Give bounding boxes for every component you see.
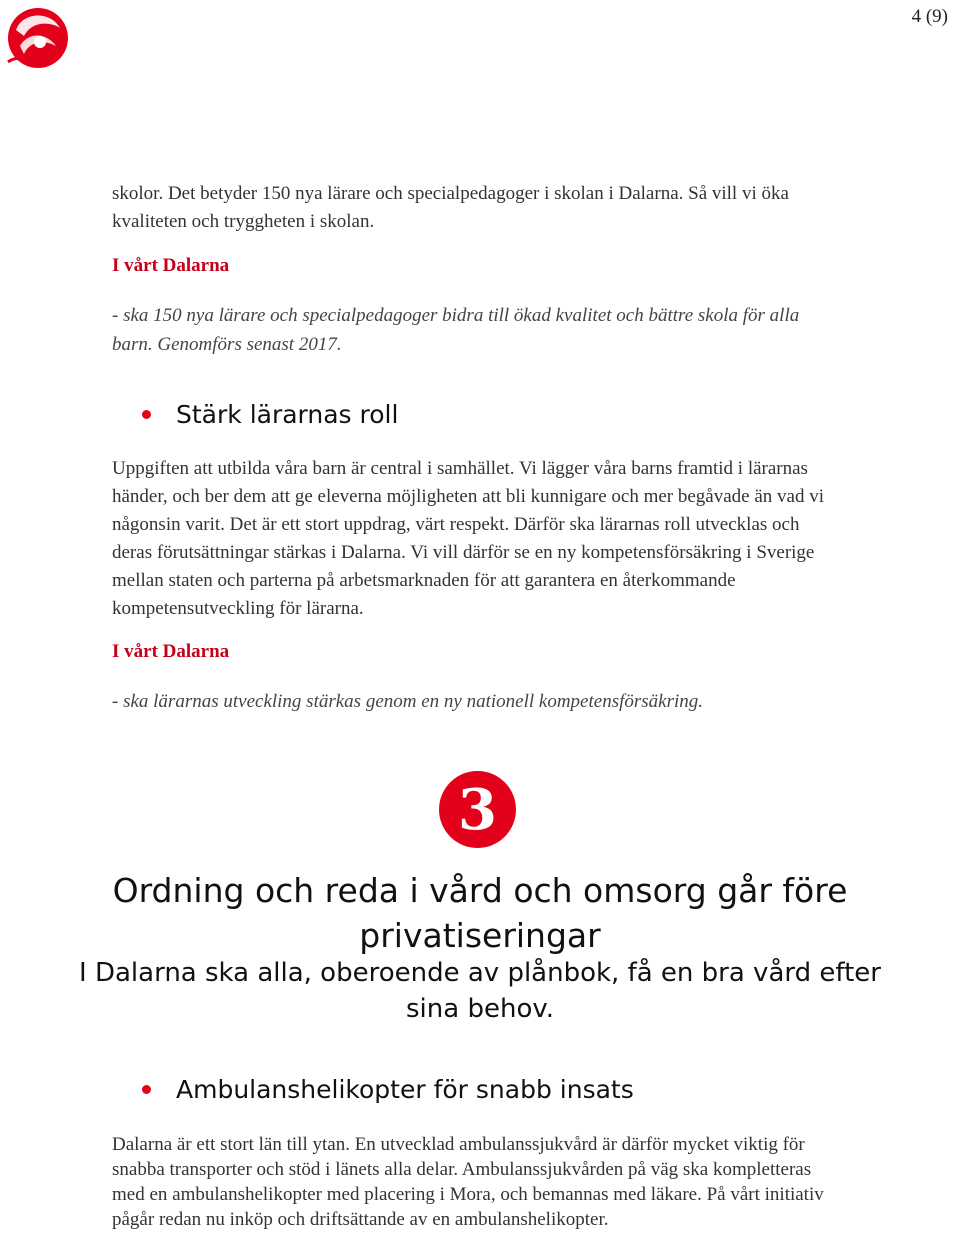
chapter-number-badge: 3	[439, 771, 516, 848]
page-number: 4 (9)	[911, 6, 948, 27]
chapter-subtitle: I Dalarna ska alla, oberoende av plånbok, få en bra vård efter sina behov.	[79, 958, 881, 1024]
dalarna-label: I vårt Dalarna	[112, 641, 230, 662]
bullet-icon	[142, 1085, 151, 1094]
commitment-text: - ska 150 nya lärare och specialpedagoger bidra till ökad kvalitet och bättre skola för alla barn. Genomförs senast 2017.	[112, 305, 800, 355]
section-helicopter-body	[112, 1132, 842, 1232]
section-school-commitment	[112, 301, 840, 359]
bullet-title: Stärk lärarnas roll	[176, 400, 399, 429]
section-teachers-body	[112, 455, 840, 623]
bullet-icon	[142, 410, 151, 419]
bullet-title: Ambulanshelikopter för snabb insats	[176, 1075, 634, 1104]
section-teachers-commitment	[112, 687, 840, 716]
dalarna-label: I vårt Dalarna	[112, 255, 230, 276]
intro-paragraph: skolor. Det betyder 150 nya lärare och specialpedagoger i skolan i Dalarna. Så vill vi öka kvaliteten och tryggheten i skolan.	[112, 183, 789, 232]
body-paragraph: Uppgiften att utbilda våra barn är central i samhället. Vi lägger våra barns framtid i lärarnas händer, och ber dem att ge eleverna möjligheten att bli kunnigare och mer begåvade än vad vi någonsin varit. Det är ett stort uppdrag, värt respekt. Därför ska lärarnas roll utvecklas och deras förutsättningar stärkas i Dalarna. Vi vill därför se en ny kompetensförsäkring i Sverige mellan staten och parterna på arbetsmarknaden för att garantera en återkommande kompetensutveckling för lärarna.	[112, 458, 824, 619]
bullet-heading-teachers	[142, 400, 398, 429]
bullet-heading-helicopter	[142, 1075, 634, 1104]
section-school-intro	[112, 180, 840, 236]
section-teachers-dalarna	[112, 641, 840, 663]
section-school-dalarna	[112, 255, 840, 277]
rose-logo	[2, 2, 70, 72]
chapter-title: Ordning och reda i vård och omsorg går före privatiseringar	[112, 871, 848, 955]
commitment-text: - ska lärarnas utveckling stärkas genom en ny nationell kompetensförsäkring.	[112, 691, 704, 712]
body-paragraph: Dalarna är ett stort län till ytan. En utvecklad ambulanssjukvård är därför mycket viktig för snabba transporter och stöd i länets alla delar. Ambulanssjukvården på väg ska kompletteras med en ambulanshelikopter med placering i Mora, och bemannas med läkare. På vårt initiativ pågår redan nu inköp och driftsättande av en ambulanshelikopter.	[112, 1134, 824, 1230]
